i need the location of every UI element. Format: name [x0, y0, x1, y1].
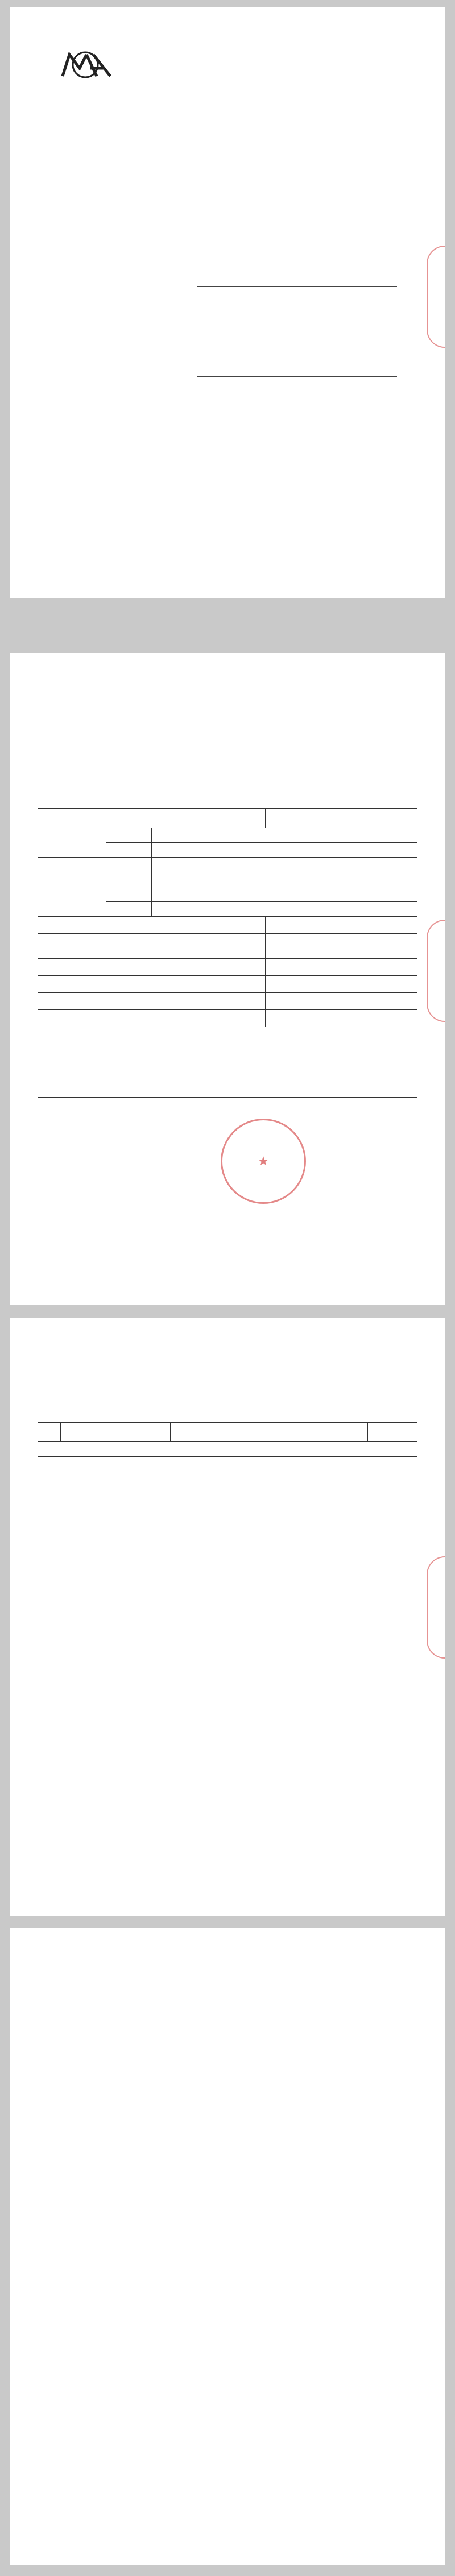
table-row	[38, 1010, 417, 1027]
seam-stamp	[427, 920, 445, 1022]
cell-value	[326, 993, 417, 1010]
cell-label	[38, 1098, 106, 1177]
cell-value	[106, 959, 266, 976]
cell-value	[326, 959, 417, 976]
cma-logo-icon	[57, 51, 114, 78]
table-row	[38, 1027, 417, 1045]
cell-value	[326, 809, 417, 828]
cell-value	[106, 934, 266, 959]
table-row	[38, 1045, 417, 1098]
cell-label	[38, 1027, 106, 1045]
table-row	[38, 993, 417, 1010]
cell-label	[266, 959, 326, 976]
notes-page	[10, 1928, 445, 2565]
cell-label	[38, 828, 106, 858]
cell-label	[106, 858, 152, 872]
cell-value	[326, 917, 417, 934]
results-table	[38, 1419, 417, 1457]
cma-logo	[53, 51, 117, 78]
column-header	[171, 1423, 296, 1442]
cell-label	[38, 1045, 106, 1098]
cell-value	[106, 1045, 417, 1098]
seam-stamp	[427, 246, 445, 348]
product-name-value	[197, 285, 397, 287]
official-stamp: ★	[221, 1119, 306, 1204]
cell-value	[106, 976, 266, 993]
table-row	[38, 809, 417, 828]
cell-label	[106, 828, 152, 843]
cell-label	[266, 809, 326, 828]
table-row	[38, 976, 417, 993]
category-value	[197, 375, 397, 377]
cell-value	[152, 902, 417, 917]
cell-label	[38, 1010, 106, 1027]
cell-label	[106, 887, 152, 902]
table-header-row	[38, 1423, 417, 1442]
cell-value	[326, 1010, 417, 1027]
cover-page	[10, 7, 445, 598]
cell-value	[106, 917, 266, 934]
cell-label	[106, 902, 152, 917]
column-header	[38, 1423, 61, 1442]
cell-label	[266, 934, 326, 959]
cell-value	[152, 843, 417, 858]
cell-value	[326, 976, 417, 993]
table-row	[38, 858, 417, 872]
cell-label	[266, 1010, 326, 1027]
product-name-field	[130, 285, 397, 287]
report-page-2	[10, 1318, 445, 1916]
table-row	[38, 887, 417, 902]
table-row	[38, 959, 417, 976]
cell-value	[106, 1027, 417, 1045]
cell-label	[38, 976, 106, 993]
client-value	[197, 330, 397, 331]
cell-label	[38, 1177, 106, 1204]
cell-label	[38, 858, 106, 887]
table-row	[38, 1442, 417, 1457]
cell-label	[38, 809, 106, 828]
client-field	[130, 330, 397, 331]
cell-value	[152, 872, 417, 887]
category-field	[130, 375, 397, 377]
cell-label	[38, 917, 106, 934]
table-row	[38, 934, 417, 959]
cell-value	[106, 1010, 266, 1027]
table-row	[38, 917, 417, 934]
cell-label	[38, 887, 106, 917]
cell-label	[266, 976, 326, 993]
seam-stamp	[427, 1556, 445, 1659]
column-header	[61, 1423, 136, 1442]
cell-value	[152, 858, 417, 872]
cell-label	[38, 993, 106, 1010]
cell-label	[106, 843, 152, 858]
cell-label	[106, 872, 152, 887]
column-header	[368, 1423, 417, 1442]
cell-value	[152, 887, 417, 902]
cell-label	[266, 917, 326, 934]
report-page-1	[10, 653, 445, 1305]
cell-value	[106, 809, 266, 828]
cell-label	[38, 959, 106, 976]
footnote	[38, 1442, 417, 1457]
table-row	[38, 828, 417, 843]
cell-label	[38, 934, 106, 959]
column-header	[136, 1423, 171, 1442]
cell-value	[152, 828, 417, 843]
cell-value	[106, 993, 266, 1010]
cell-value	[326, 934, 417, 959]
column-header	[296, 1423, 368, 1442]
cell-label	[266, 993, 326, 1010]
